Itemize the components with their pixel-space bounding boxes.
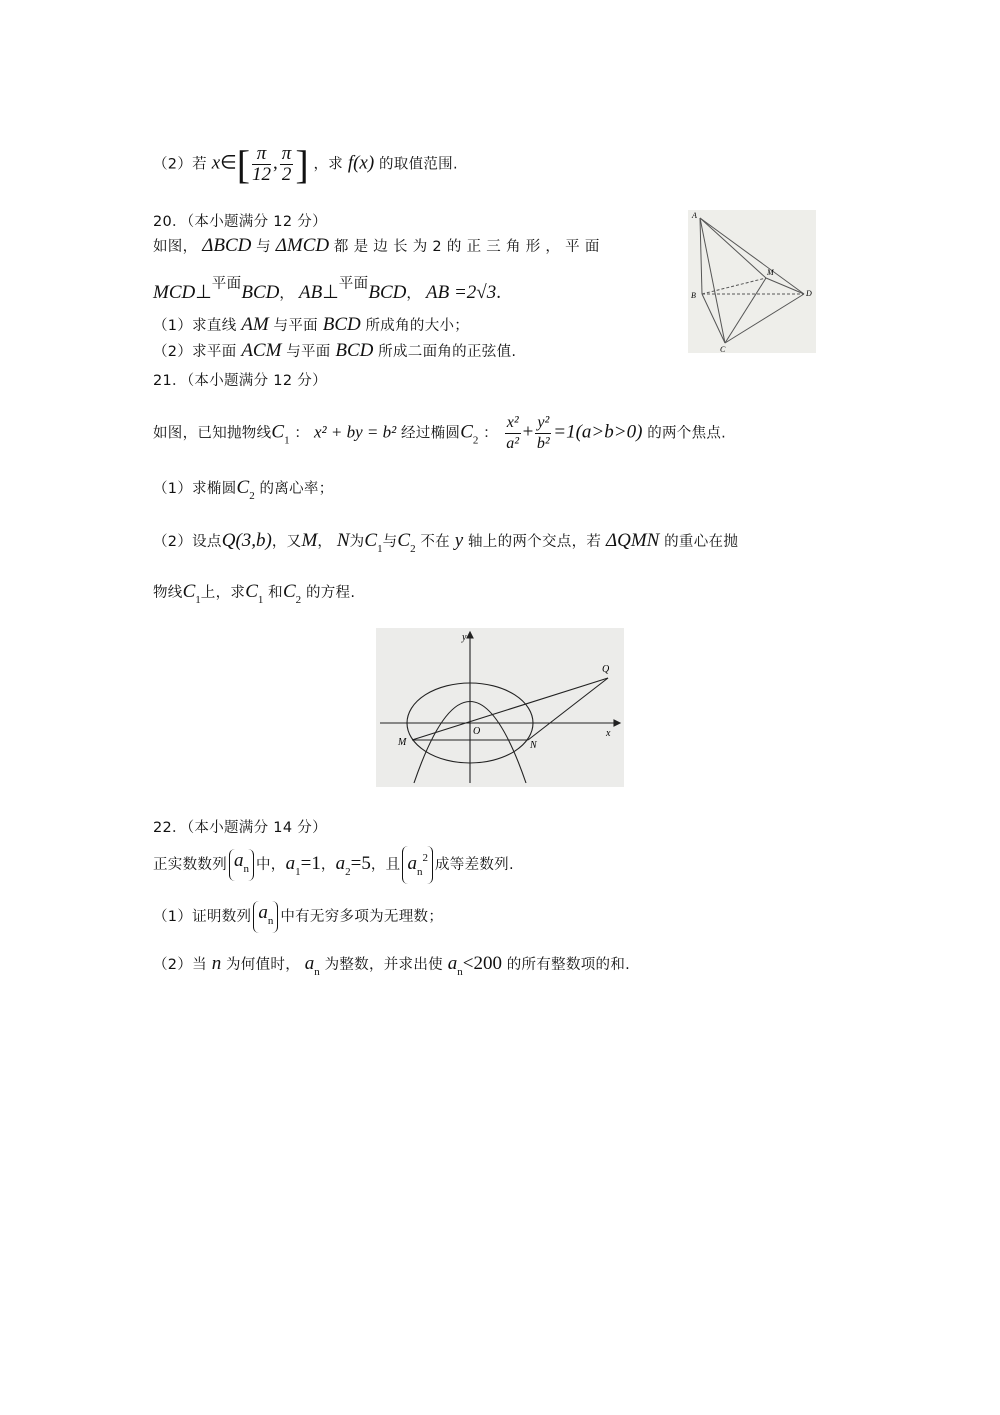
label-y: y	[462, 632, 467, 643]
label-c: C	[720, 345, 726, 353]
fraction-pi-12: $\frac{\pi}{12}$	[252, 143, 272, 185]
q22-part1: （1）证明数列 $a_n$ 中有无穷多项为无理数；	[153, 901, 443, 933]
parabola-ellipse-figure	[376, 628, 624, 787]
q19-part2-prefix: （2）若	[153, 156, 207, 173]
tetrahedron-figure	[688, 210, 816, 353]
ellipse-fraction-x: $\frac{\text{x²}}{\text{a²}}$	[506, 414, 520, 452]
fraction-pi-2: $\frac{\pi}{2}$	[281, 143, 292, 185]
figure-background	[376, 628, 624, 787]
q22-line1: 正实数数列 $a_n$ 中，$a_1=1$，$a_2=5$，且 $a_n^2$ 成等差数列.	[153, 846, 514, 884]
sequence-an: $a_n$	[229, 849, 254, 881]
label-m: M	[398, 737, 407, 748]
q20-line2: MCD⊥平面BCD， AB⊥平面BCD， AB =2√3.	[153, 276, 501, 303]
q22-header: 22．（本小题满分 14 分）	[153, 820, 327, 836]
sequence-an: $a_n$	[253, 901, 278, 933]
q21-part1: （1）求椭圆$C_2$ 的离心率；	[153, 477, 334, 502]
label-q: Q	[602, 664, 610, 675]
q21-part2: （2）设点Q(3,b)，又M， N为$C_1$与$C_2$ 不在 y 轴上的两个交点，若 ΔQMN 的重心在抛	[153, 530, 739, 555]
q21-line1: 如图，已知抛物线$C_1$ ： x² + by = b² 经过椭圆$C_2$ ： $\frac{\text{x²}}{\text{a²}}$ + $\frac{\text{y²}}{\text{b²}}$ =1(a>b>0) 的两个焦点.	[153, 414, 727, 452]
ellipse-fraction-y: $\frac{\text{y²}}{\text{b²}}$	[536, 414, 550, 452]
label-m: M	[767, 268, 774, 277]
label-a: A	[692, 211, 697, 220]
label-o: O	[473, 726, 481, 737]
label-n: N	[530, 740, 537, 751]
parabola-equation: x² + by = b²	[313, 422, 397, 442]
label-b: B	[691, 291, 696, 300]
label-d: D	[806, 289, 812, 298]
q21-header: 21．（本小题满分 12 分）	[153, 373, 327, 389]
q20-part1: （1）求直线 AM 与平面 BCD 所成角的大小；	[153, 314, 470, 335]
q20-header: 20．（本小题满分 12 分）	[153, 214, 327, 230]
q21-part2-cont: 物线$C_1$上，求$C_1$ 和$C_2$ 的方程.	[153, 581, 356, 606]
label-x: x	[606, 728, 611, 739]
q20-line1: 如图， ΔBCD 与 ΔMCD 都 是 边 长 为 2 的 正 三 角 形 ， 平 面	[153, 235, 600, 256]
interval-bracket: [	[236, 141, 251, 187]
function-f: f	[347, 152, 354, 174]
sequence-an-squared: $a_n^2$	[402, 846, 433, 884]
q19-part2: （2）若 x∈[ $\frac{\pi}{12}$ , $\frac{\pi}{2}$ ] ，求 f(x) 的取值范围.	[153, 141, 458, 187]
q20-part2: （2）求平面 ACM 与平面 BCD 所成二面角的正弦值.	[153, 340, 517, 361]
q22-part2: （2）当 n 为何值时， $a_n$ 为整数，并求出使 $a_n<200$ 的所有整数项的和.	[153, 953, 631, 978]
var-x: x	[211, 152, 221, 174]
in-symbol: ∈	[220, 152, 237, 174]
